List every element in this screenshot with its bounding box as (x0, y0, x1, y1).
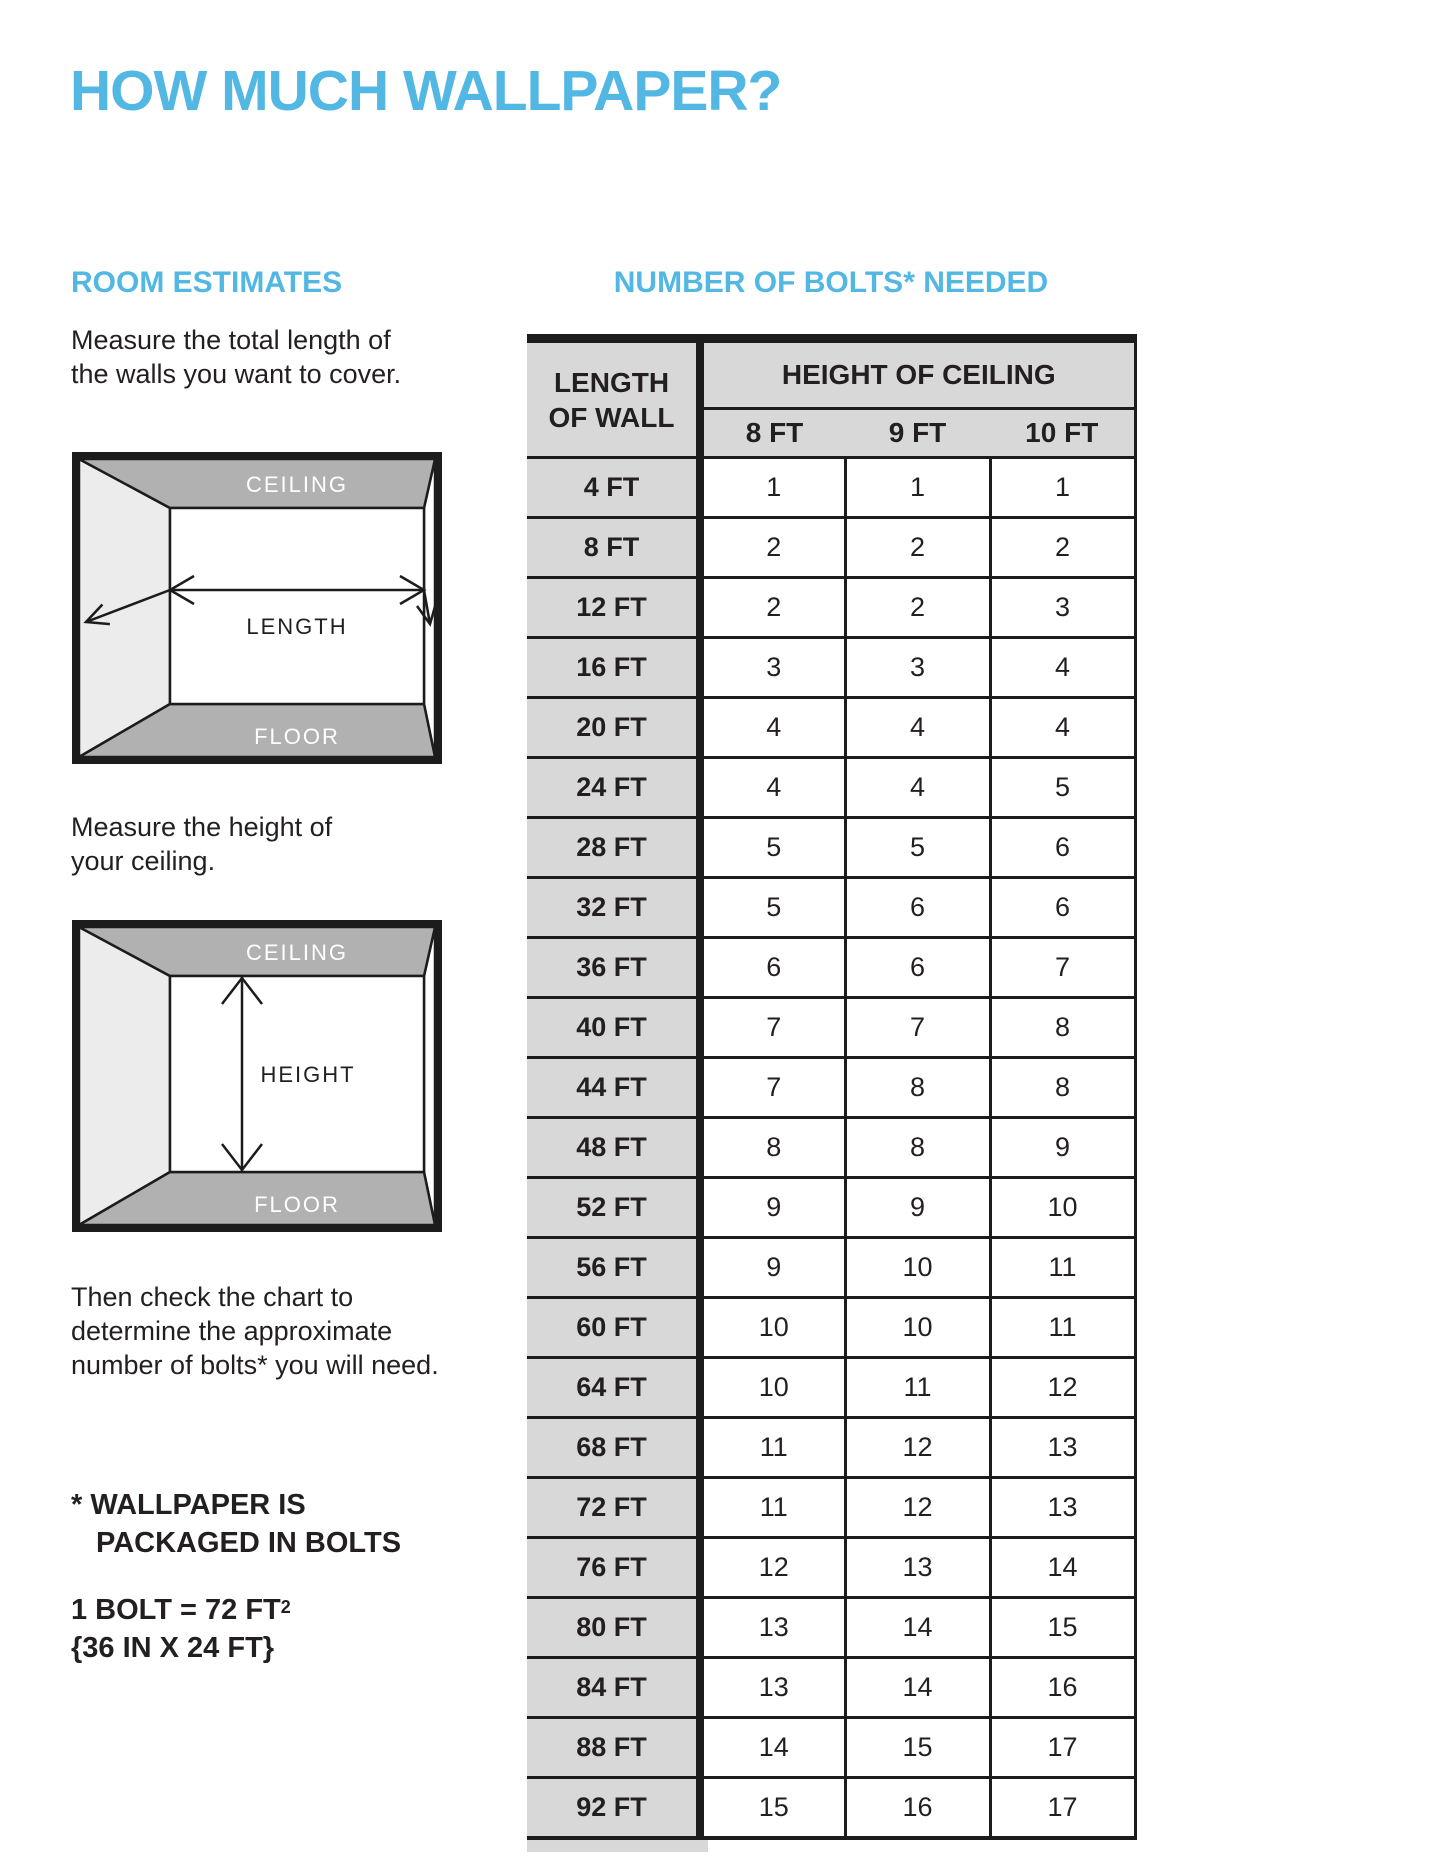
table-row (527, 1598, 1135, 1658)
bolt-count-cell: 14 (990, 1538, 1135, 1598)
bolt-count-cell: 10 (700, 1298, 845, 1358)
floor-label: FLOOR (254, 724, 340, 749)
bolt-dimensions: {36 IN X 24 FT} (71, 1632, 275, 1664)
bolt-count-cell: 15 (845, 1718, 990, 1778)
height-label: HEIGHT (260, 1062, 356, 1087)
step2-line2: your ceiling. (71, 846, 216, 876)
bolt-count-cell: 12 (845, 1478, 990, 1538)
table-row (527, 1478, 1135, 1538)
bolt-count-cell: 14 (845, 1658, 990, 1718)
step3-line2: determine the approximate (71, 1316, 393, 1346)
bolt-count-cell: 6 (700, 938, 845, 998)
wall-length-label: 72 FT (527, 1478, 700, 1538)
bolt-count-cell: 2 (990, 518, 1135, 578)
wall-length-label: 20 FT (527, 698, 700, 758)
bolt-count-cell: 10 (990, 1178, 1135, 1238)
wall-length-label: 24 FT (527, 758, 700, 818)
row-header-line2: OF WALL (548, 401, 675, 433)
bolt-count-cell: 13 (990, 1418, 1135, 1478)
wall-length-label: 92 FT (527, 1778, 700, 1839)
step1-text (71, 323, 401, 391)
bolt-count-cell: 9 (845, 1178, 990, 1238)
bolt-count-cell: 17 (990, 1718, 1135, 1778)
table-left-column-tail (527, 1840, 708, 1852)
height-of-ceiling-header: HEIGHT OF CEILING (700, 339, 1135, 409)
bolt-count-cell: 13 (700, 1598, 845, 1658)
table-row (527, 458, 1135, 518)
col-header-9ft: 9 FT (845, 409, 990, 458)
bolt-count-cell: 7 (845, 998, 990, 1058)
step2-text (71, 810, 332, 878)
footnote-line2: PACKAGED IN BOLTS (96, 1527, 402, 1559)
bolt-count-cell: 15 (990, 1598, 1135, 1658)
bolt-count-cell: 8 (700, 1118, 845, 1178)
step2-line1: Measure the height of (71, 812, 333, 842)
bolt-count-cell: 6 (845, 878, 990, 938)
wall-length-label: 28 FT (527, 818, 700, 878)
bolts-needed-heading: NUMBER OF BOLTS* NEEDED (613, 266, 1049, 299)
col-header-10ft: 10 FT (990, 409, 1135, 458)
bolt-count-cell: 4 (700, 758, 845, 818)
row-header-line1: LENGTH (553, 366, 670, 398)
table-row (527, 698, 1135, 758)
table-row (527, 1358, 1135, 1418)
table-row (527, 638, 1135, 698)
bolt-count-cell: 4 (700, 698, 845, 758)
wall-length-label: 64 FT (527, 1358, 700, 1418)
wall-length-label: 32 FT (527, 878, 700, 938)
table-row (527, 578, 1135, 638)
table-row (527, 1118, 1135, 1178)
table-row (527, 1538, 1135, 1598)
table-row (527, 998, 1135, 1058)
bolt-count-cell: 5 (700, 878, 845, 938)
wall-length-label: 48 FT (527, 1118, 700, 1178)
bolt-count-cell: 4 (990, 638, 1135, 698)
wall-length-label: 12 FT (527, 578, 700, 638)
bolt-count-cell: 2 (845, 578, 990, 638)
ceiling-label: CEILING (245, 472, 349, 497)
bolt-count-cell: 4 (845, 758, 990, 818)
bolt-count-cell: 6 (990, 818, 1135, 878)
bolt-count-cell: 7 (700, 998, 845, 1058)
wall-length-label: 84 FT (527, 1658, 700, 1718)
wall-length-label: 68 FT (527, 1418, 700, 1478)
bolt-count-cell: 11 (700, 1418, 845, 1478)
bolt-count-cell: 6 (990, 878, 1135, 938)
bolt-exponent: 2 (280, 1597, 291, 1617)
step1-line1: Measure the total length of (71, 325, 391, 355)
bolt-count-cell: 14 (845, 1598, 990, 1658)
table-row (527, 758, 1135, 818)
bolt-count-cell: 10 (845, 1298, 990, 1358)
wall-length-label: 52 FT (527, 1178, 700, 1238)
bolt-count-cell: 3 (700, 638, 845, 698)
bolt-count-cell: 12 (700, 1538, 845, 1598)
bolts-table-wrap (527, 334, 1135, 1852)
table-row (527, 1418, 1135, 1478)
step3-line1: Then check the chart to (71, 1282, 354, 1312)
bolt-count-cell: 13 (845, 1538, 990, 1598)
wall-length-label: 88 FT (527, 1718, 700, 1778)
length-label: LENGTH (246, 614, 348, 639)
step3-text (71, 1280, 439, 1382)
bolt-count-cell: 2 (845, 518, 990, 578)
bolt-count-cell: 8 (990, 998, 1135, 1058)
wall-length-label: 56 FT (527, 1238, 700, 1298)
bolt-count-cell: 5 (845, 818, 990, 878)
bolt-count-cell: 3 (990, 578, 1135, 638)
bolt-count-cell: 11 (990, 1238, 1135, 1298)
bolt-equation: 1 BOLT = 72 FT (71, 1594, 281, 1626)
wall-length-label: 8 FT (527, 518, 700, 578)
bolt-count-cell: 9 (700, 1178, 845, 1238)
bolt-count-cell: 8 (990, 1058, 1135, 1118)
step3-line3: number of bolts* you will need. (71, 1350, 439, 1380)
bolt-count-cell: 11 (990, 1298, 1135, 1358)
bolt-count-cell: 1 (845, 458, 990, 518)
table-row (527, 1238, 1135, 1298)
wall-length-label: 80 FT (527, 1598, 700, 1658)
table-row (527, 1178, 1135, 1238)
bolt-count-cell: 10 (700, 1358, 845, 1418)
wall-length-label: 44 FT (527, 1058, 700, 1118)
wall-length-label: 40 FT (527, 998, 700, 1058)
bolt-count-cell: 4 (845, 698, 990, 758)
bolts-table (527, 334, 1137, 1840)
bolt-count-cell: 15 (700, 1778, 845, 1839)
bolt-count-cell: 11 (700, 1478, 845, 1538)
bolt-count-cell: 13 (990, 1478, 1135, 1538)
bolt-count-cell: 7 (990, 938, 1135, 998)
bolt-count-cell: 1 (700, 458, 845, 518)
wall-length-label: 4 FT (527, 458, 700, 518)
page-title: HOW MUCH WALLPAPER? (70, 59, 782, 123)
bolt-count-cell: 4 (990, 698, 1135, 758)
table-row (527, 1298, 1135, 1358)
bolt-count-cell: 5 (700, 818, 845, 878)
floor-label: FLOOR (254, 1192, 340, 1217)
col-header-8ft: 8 FT (700, 409, 845, 458)
table-row (527, 1058, 1135, 1118)
bolt-count-cell: 3 (845, 638, 990, 698)
bolt-count-cell: 14 (700, 1718, 845, 1778)
step1-line2: the walls you want to cover. (71, 359, 402, 389)
room-height-diagram (72, 920, 442, 1232)
table-row (527, 1718, 1135, 1778)
table-row (527, 938, 1135, 998)
table-row (527, 1778, 1135, 1839)
table-row (527, 878, 1135, 938)
length-of-wall-header (527, 339, 700, 458)
bolts-footnote (71, 1486, 401, 1562)
ceiling-label: CEILING (245, 940, 349, 965)
bolt-count-cell: 16 (845, 1778, 990, 1839)
bolt-count-cell: 5 (990, 758, 1135, 818)
wall-length-label: 60 FT (527, 1298, 700, 1358)
room-length-diagram (72, 452, 442, 764)
footnote-line1: * WALLPAPER IS (71, 1489, 306, 1521)
bolt-count-cell: 8 (845, 1118, 990, 1178)
bolt-count-cell: 11 (845, 1358, 990, 1418)
bolt-count-cell: 9 (990, 1118, 1135, 1178)
bolt-count-cell: 10 (845, 1238, 990, 1298)
bolt-count-cell: 16 (990, 1658, 1135, 1718)
bolt-count-cell: 1 (990, 458, 1135, 518)
bolt-count-cell: 7 (700, 1058, 845, 1118)
back-wall-face (170, 508, 424, 704)
table-row (527, 518, 1135, 578)
bolt-size-info (71, 1588, 291, 1667)
bolt-count-cell: 13 (700, 1658, 845, 1718)
bolt-count-cell: 12 (990, 1358, 1135, 1418)
table-row (527, 818, 1135, 878)
bolt-count-cell: 6 (845, 938, 990, 998)
bolt-count-cell: 12 (845, 1418, 990, 1478)
room-estimates-heading: ROOM ESTIMATES (71, 266, 343, 299)
wall-length-label: 36 FT (527, 938, 700, 998)
wall-length-label: 76 FT (527, 1538, 700, 1598)
bolt-count-cell: 8 (845, 1058, 990, 1118)
table-row (527, 1658, 1135, 1718)
wall-length-label: 16 FT (527, 638, 700, 698)
bolt-count-cell: 9 (700, 1238, 845, 1298)
bolt-count-cell: 17 (990, 1778, 1135, 1839)
bolt-count-cell: 2 (700, 578, 845, 638)
bolt-count-cell: 2 (700, 518, 845, 578)
